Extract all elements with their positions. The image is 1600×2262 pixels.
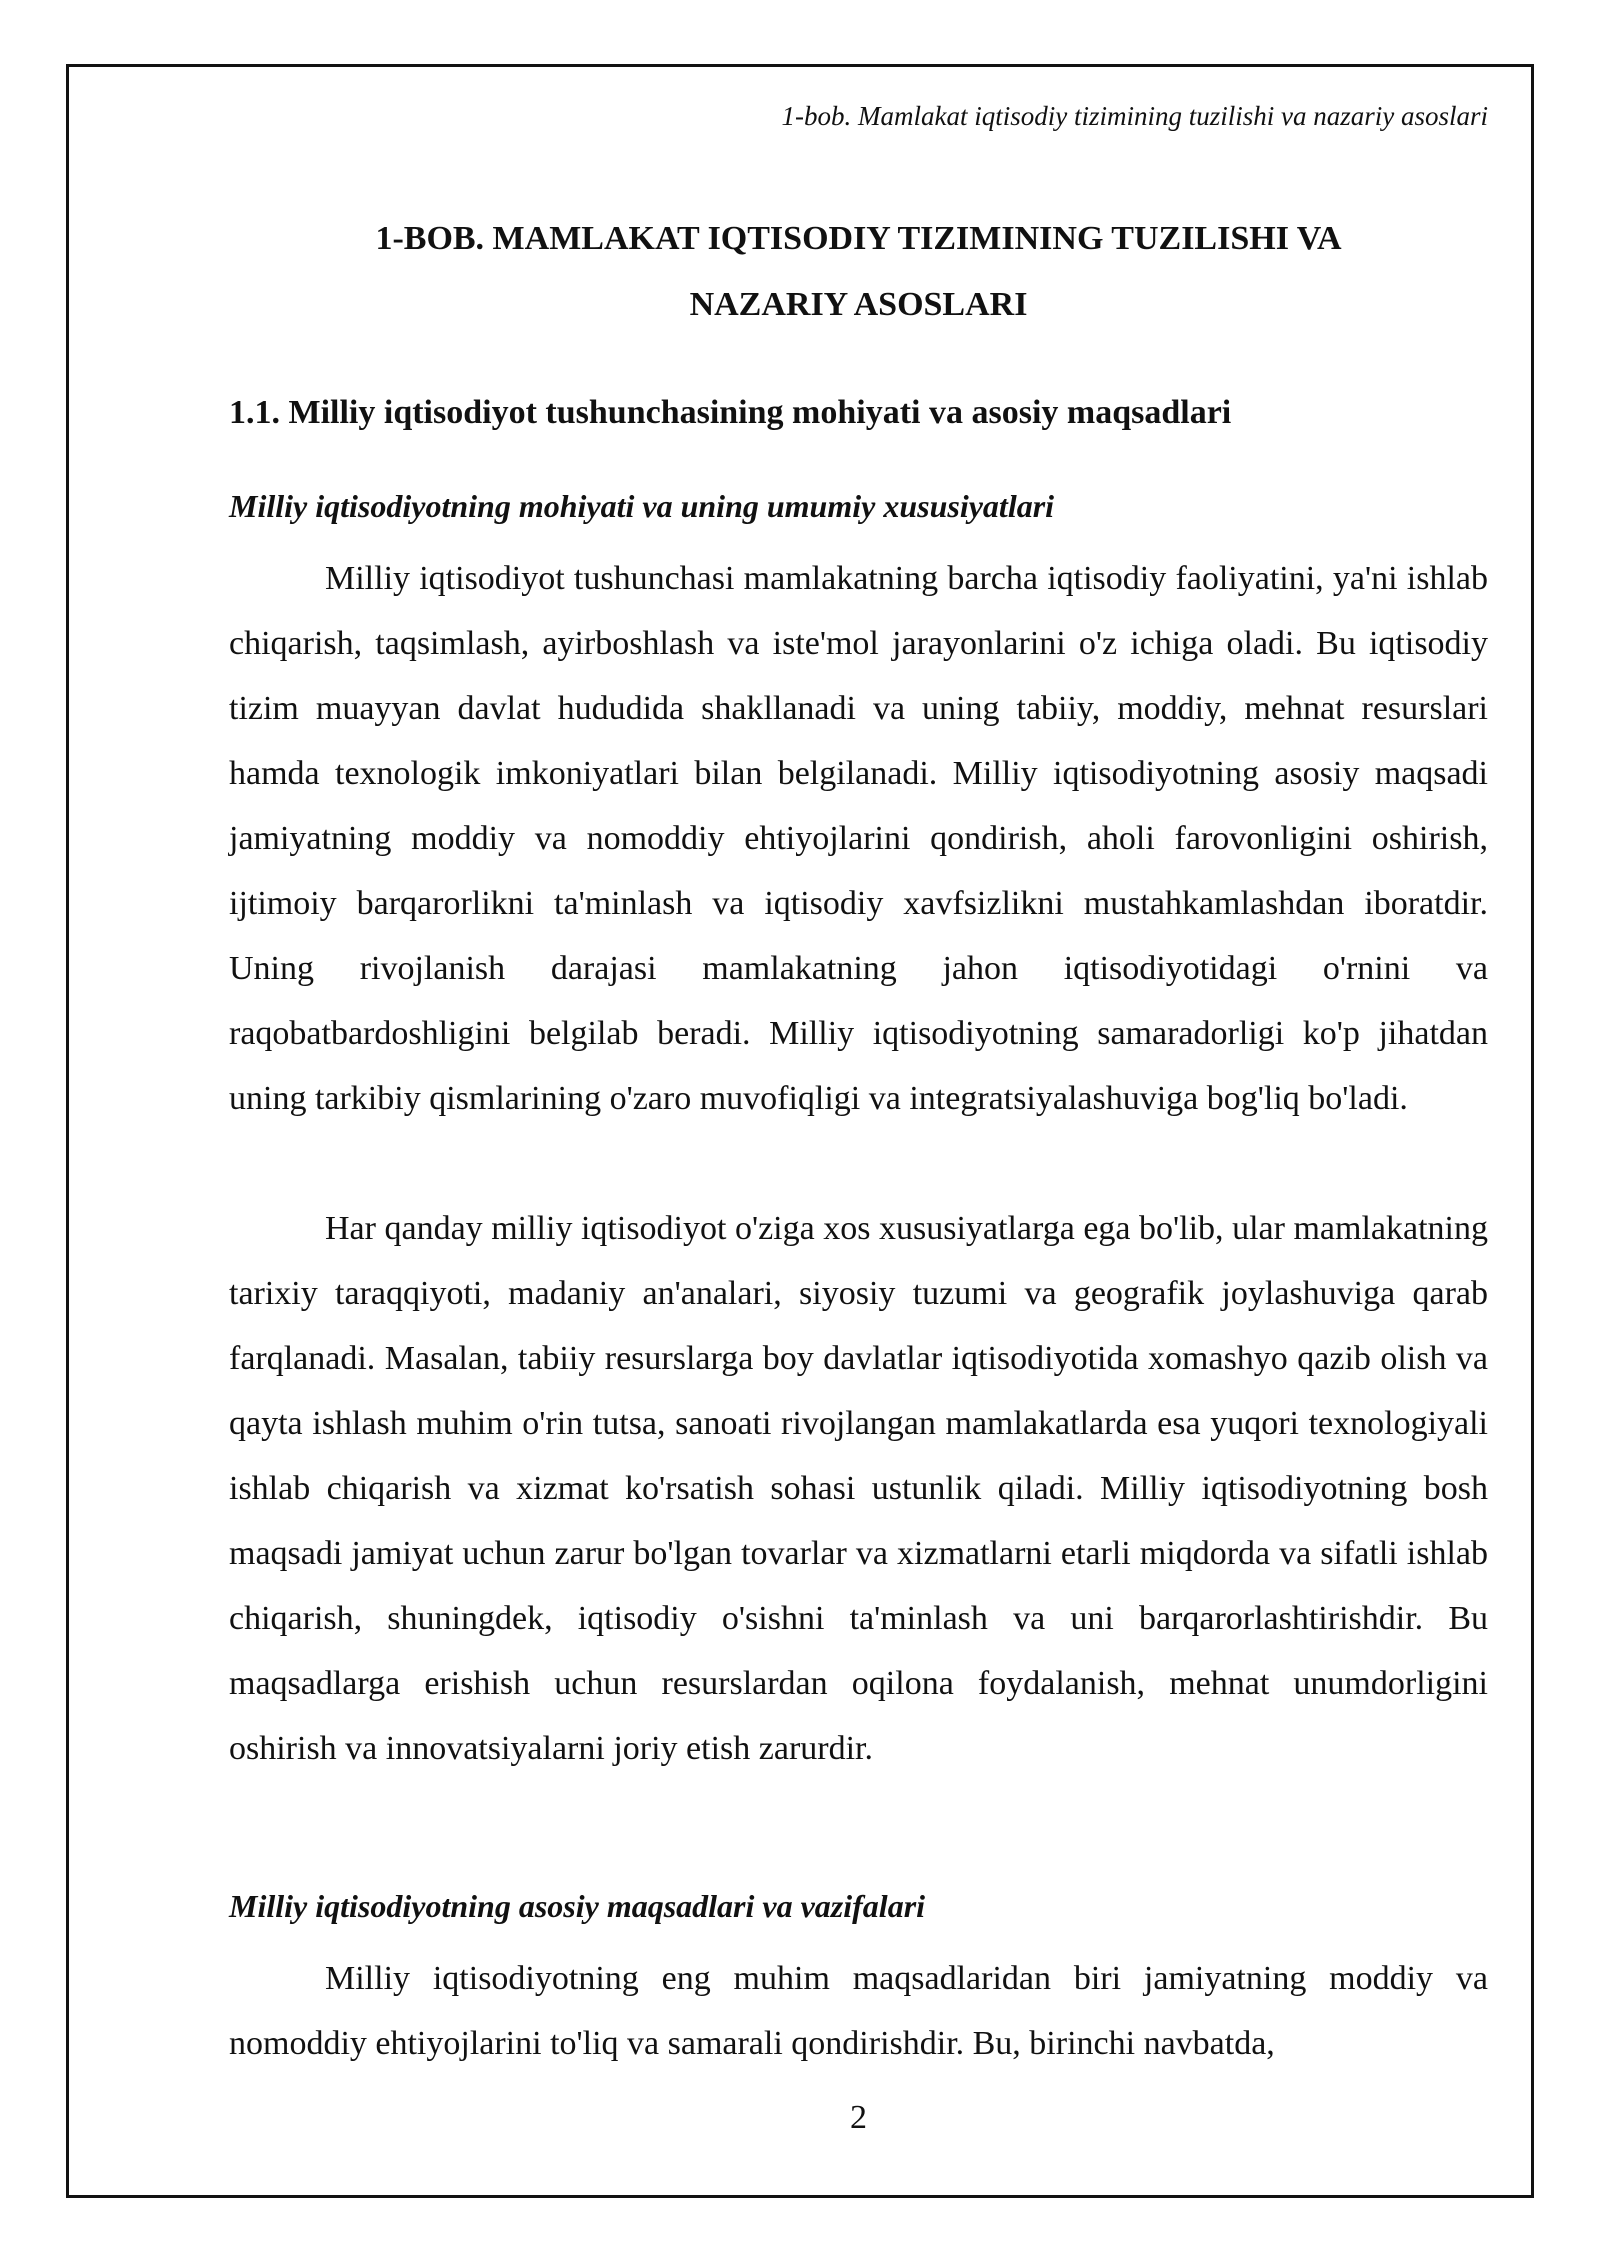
paragraph-1: Milliy iqtisodiyot tushunchasi mamlakatning barcha iqtisodiy faoliyatini, ya'ni ishlab chiqarish, taqsimlash, ayirboshlash va iste'mol jarayonlarini o'z ichiga oladi. Bu iqtisodiy tizim muayyan davlat hududida shakllanadi va uning tabiiy, moddiy, mehnat resurslari hamda texnologik imkoniyatlari bilan belgilanadi. Milliy iqtisodiyotning asosiy maqsadi jamiyatning moddiy va nomoddiy ehtiyojlarini qondirish, aholi farovonligini oshirish, ijtimoiy barqarorlikni ta'minlash va iqtisodiy xavfsizlikni mustahkamlashdan iboratdir. Uning rivojlanish darajasi mamlakatning jahon iqtisodiyotidagi o'rnini va raqobatbardoshligini belgilab beradi. Milliy iqtisodiyotning samaradorligi ko'p jihatdan uning tarkibiy qismlarining o'zaro muvofiqligi va integratsiyalashuviga bog'liq bo'ladi. [229, 560, 1488, 1117]
paragraph-3: Milliy iqtisodiyotning eng muhim maqsadlaridan biri jamiyatning moddiy va nomoddiy ehtiyojlarini to'liq va samarali qondirishdir. Bu, birinchi navbatda, [229, 1960, 1488, 2062]
chapter-title-line-2: NAZARIY ASOSLARI [689, 286, 1028, 323]
page-number: 2 [850, 2099, 867, 2136]
paragraph-2: Har qanday milliy iqtisodiyot o'ziga xos xususiyatlarga ega bo'lib, ular mamlakatning tarixiy taraqqiyoti, madaniy an'analari, siyosiy tuzumi va geografik joylashuviga qarab farqlanadi. Masalan, tabiiy resurslarga boy davlatlar iqtisodiyotida xomashyo qazib olish va qayta ishlash muhim o'rin tutsa, sanoati rivojlangan mamlakatlarda esa yuqori texnologiyali ishlab chiqarish va xizmat ko'rsatish sohasi ustunlik qiladi. Milliy iqtisodiyotning bosh maqsadi jamiyat uchun zarur bo'lgan tovarlar va xizmatlarni etarli miqdorda va sifatli ishlab chiqarish, shuningdek, iqtisodiy o'sishni ta'minlash va uni barqarorlashtirishdir. Bu maqsadlarga erishish uchun resurslardan oqilona foydalanish, mehnat unumdorligini oshirish va innovatsiyalarni joriy etish zarurdir. [229, 1210, 1488, 1767]
subheading-essence: Milliy iqtisodiyotning mohiyati va uning umumiy xususiyatlari [229, 488, 1055, 524]
chapter-title [229, 206, 1488, 338]
running-header: 1-bob. Mamlakat iqtisodiy tizimining tuzilishi va nazariy asoslari [781, 101, 1488, 131]
chapter-title-line-1: 1-BOB. MAMLAKAT IQTISODIY TIZIMINING TUZILISHI VA [375, 220, 1342, 257]
page-border [66, 64, 1534, 2198]
section-title: 1.1. Milliy iqtisodiyot tushunchasining mohiyati va asosiy maqsadlari [229, 394, 1232, 431]
subheading-goals: Milliy iqtisodiyotning asosiy maqsadlari va vazifalari [229, 1888, 926, 1924]
